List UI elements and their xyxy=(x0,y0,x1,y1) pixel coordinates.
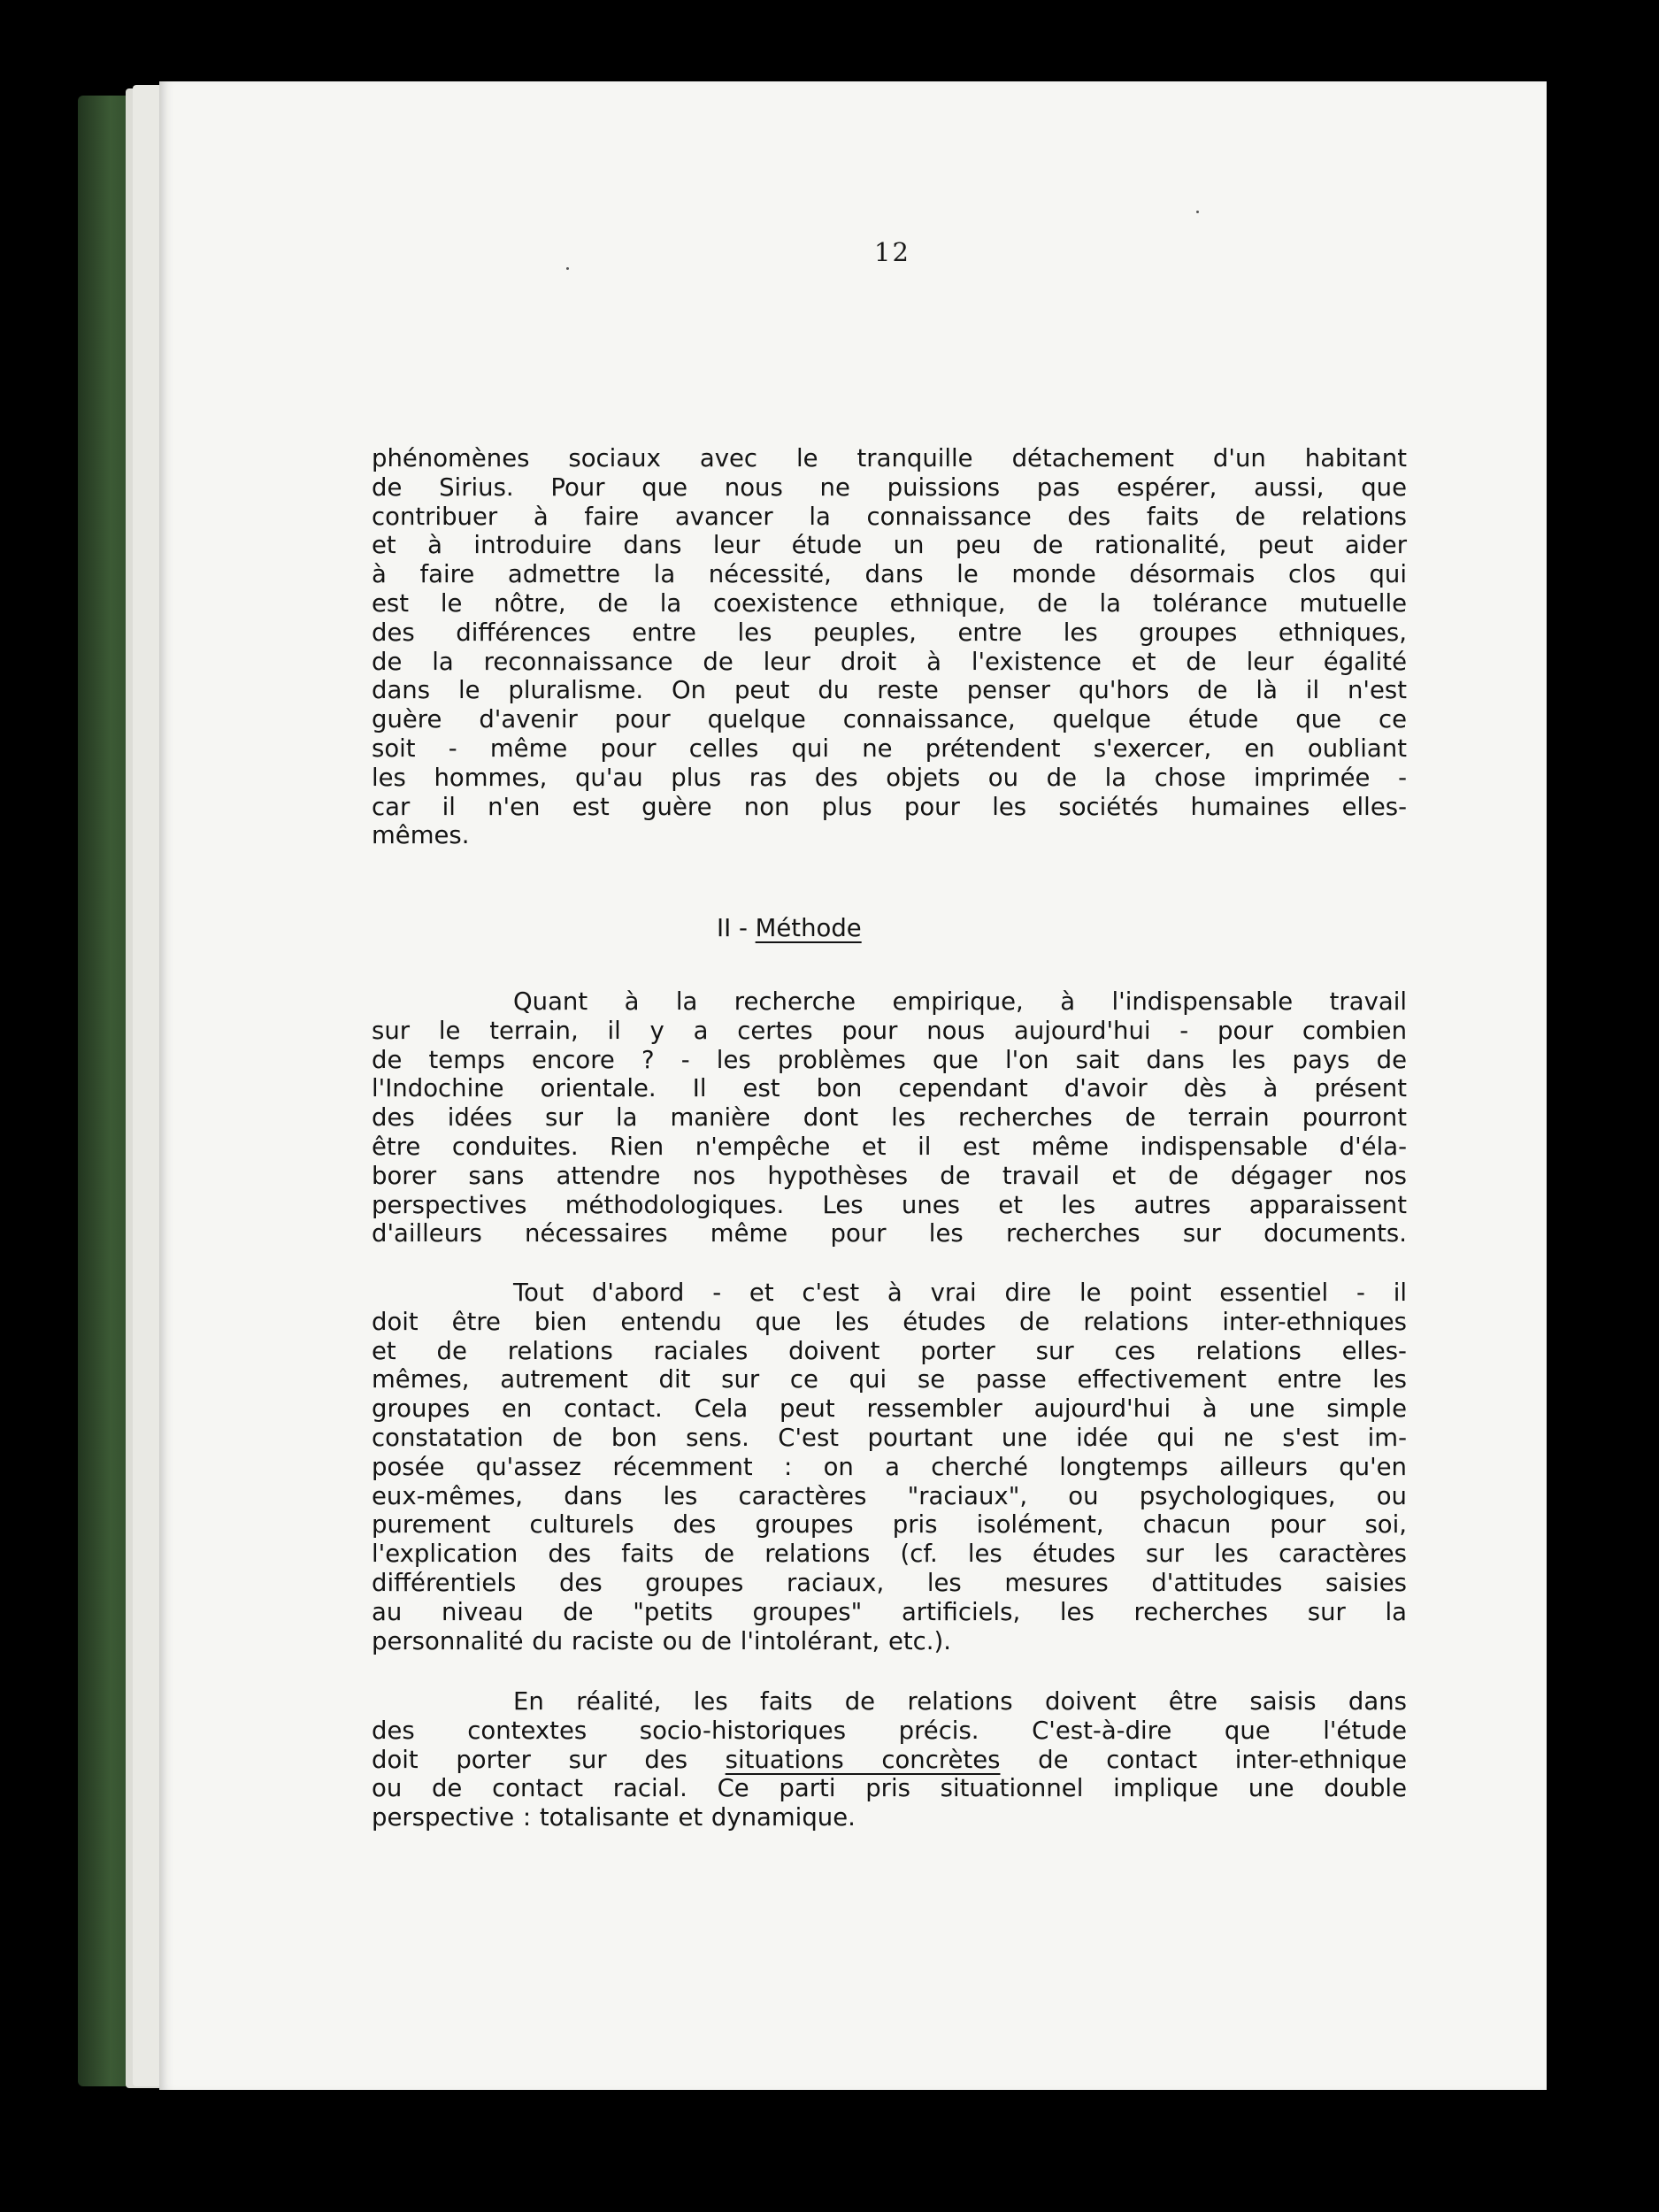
text-line: des idées sur la manière dont les recherches de terrain pourront xyxy=(372,1103,1407,1133)
text-line: Quant à la recherche empirique, à l'indispensable travail xyxy=(513,987,1407,1016)
speck xyxy=(566,267,569,270)
text-line: perspective : totalisante et dynamique. xyxy=(372,1803,856,1832)
text-line: de temps encore ? - les problèmes que l'on sait dans les pays de xyxy=(372,1045,1407,1074)
text-line: eux-mêmes, dans les caractères "raciaux", ou psychologiques, ou xyxy=(372,1481,1407,1510)
text-line: dans le pluralisme. On peut du reste penser qu'hors de là il n'est xyxy=(372,676,1407,705)
text-line xyxy=(372,1746,1407,1775)
text-line: des contextes socio-historiques précis. C'est-à-dire que l'étude xyxy=(372,1716,1407,1745)
text-line: Tout d'abord - et c'est à vrai dire le point essentiel - il xyxy=(513,1279,1407,1307)
section-heading xyxy=(717,914,862,942)
text-line: constatation de bon sens. C'est pourtant une idée qui ne s'est im- xyxy=(372,1423,1407,1452)
text-line: et à introduire dans leur étude un peu de rationalité, peut aider xyxy=(372,531,1407,560)
text-line: à faire admettre la nécessité, dans le monde désormais clos qui xyxy=(372,560,1407,589)
text-segment: de contact inter-ethnique xyxy=(1000,1745,1408,1774)
text-line: groupes en contact. Cela peut ressembler aujourd'hui à une simple xyxy=(372,1394,1407,1424)
text-line: borer sans attendre nos hypothèses de travail et de dégager nos xyxy=(372,1161,1407,1190)
text-line: est le nôtre, de la coexistence ethnique, de la tolérance mutuelle xyxy=(372,588,1407,618)
text-line: soit - même pour celles qui ne prétendent s'exercer, en oubliant xyxy=(372,733,1407,763)
text-line: au niveau de "petits groupes" artificiels, les recherches sur la xyxy=(372,1597,1407,1626)
speck xyxy=(1196,211,1199,213)
text-line: différentiels des groupes raciaux, les mesures d'attitudes saisies xyxy=(372,1568,1407,1597)
text-line: ou de contact racial. Ce parti pris situationnel implique une double xyxy=(372,1774,1407,1803)
text-line: et de relations raciales doivent porter sur ces relations elles- xyxy=(372,1336,1407,1365)
paragraph-2 xyxy=(372,987,1407,1248)
text-line: personnalité du raciste ou de l'intolérant, etc.). xyxy=(372,1626,952,1655)
text-line: car il n'en est guère non plus pour les sociétés humaines elles- xyxy=(372,792,1407,821)
text-line: d'ailleurs nécessaires même pour les recherches sur documents. xyxy=(372,1219,1407,1248)
text-line: des différences entre les peuples, entre les groupes ethniques, xyxy=(372,618,1407,647)
section-title: Méthode xyxy=(755,914,862,942)
text-line: l'Indochine orientale. Il est bon cependant d'avoir dès à présent xyxy=(372,1074,1407,1103)
underlined-phrase: situations concrètes xyxy=(725,1745,1001,1774)
text-line: les hommes, qu'au plus ras des objets ou de la chose imprimée - xyxy=(372,763,1407,792)
text-line: posée qu'assez récemment : on a cherché longtemps ailleurs qu'en xyxy=(372,1452,1407,1481)
text-line: doit être bien entendu que les études de relations inter-ethniques xyxy=(372,1307,1407,1336)
text-line: de Sirius. Pour que nous ne puissions pas espérer, aussi, que xyxy=(372,472,1407,502)
text-line: guère d'avenir pour quelque connaissance, quelque étude que ce xyxy=(372,705,1407,734)
section-number: II - xyxy=(717,914,756,942)
paragraph-3 xyxy=(372,1279,1407,1655)
text-line: mêmes. xyxy=(372,821,470,850)
text-line: l'explication des faits de relations (cf. les études sur les caractères xyxy=(372,1540,1407,1569)
text-line: phénomènes sociaux avec le tranquille détachement d'un habitant xyxy=(372,444,1407,472)
text-line: être conduites. Rien n'empêche et il est même indispensable d'éla- xyxy=(372,1132,1407,1161)
text-line: sur le terrain, il y a certes pour nous aujourd'hui - pour combien xyxy=(372,1016,1407,1045)
text-line: purement culturels des groupes pris isolément, chacun pour soi, xyxy=(372,1510,1407,1540)
text-line: mêmes, autrement dit sur ce qui se passe effectivement entre les xyxy=(372,1365,1407,1394)
text-segment: doit porter sur des xyxy=(372,1745,726,1774)
text-line: de la reconnaissance de leur droit à l'existence et de leur égalité xyxy=(372,647,1407,676)
paragraph-1 xyxy=(372,444,1407,850)
text-line: perspectives méthodologiques. Les unes et les autres apparaissent xyxy=(372,1190,1407,1219)
text-line: En réalité, les faits de relations doivent être saisis dans xyxy=(513,1687,1407,1716)
text-line: contribuer à faire avancer la connaissance des faits de relations xyxy=(372,502,1407,531)
page-number: 12 xyxy=(874,237,910,267)
paragraph-4 xyxy=(372,1687,1407,1832)
